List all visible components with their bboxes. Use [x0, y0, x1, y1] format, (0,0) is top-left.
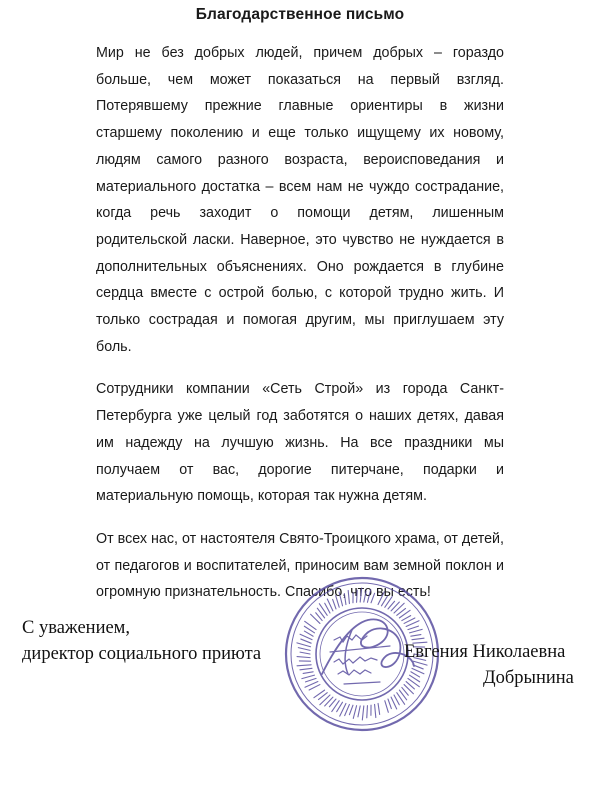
stamp-lettering-mark: [385, 701, 389, 713]
paragraph-2: Сотрудники компании «Сеть Строй» из города Санкт-Петербурга уже целый год заботятся о наших детях, давая им надежду на лучшую жизнь. На все праздники мы получаем от вас, дорогие питерчане, подарки и материальную помощь, которая так нужна детям.: [96, 381, 504, 505]
stamp-lettering-mark: [336, 596, 340, 608]
paragraph-1: Мир не без добрых людей, причем добрых – гораздо больше, чем может показаться на первый взгляд. Потерявшему прежние главные ориентиры в жизни старшему поколению и еще только ищущему их новому, людям самого разного возраста, вероисповедания и материального достатка – всем нам не чуждо сострадание, когда речь заходит о помощи детям, лишенным родительской ласки. Наверное, это чувство не нуждается в дополнительных объяснениях. Оно рождается в глубине сердца вместе с острой болью, с которой трудно жить. И только сострадая и помогая другим, мы приглушаем эту боль.: [96, 45, 504, 355]
signer-last-name: Добрынина: [483, 668, 574, 688]
stamp-lettering-mark: [339, 592, 342, 606]
stamp-lettering-mark: [408, 626, 419, 629]
stamp-lettering-mark: [298, 648, 310, 651]
stamp-lettering-mark: [345, 704, 350, 715]
stamp-lettering-mark: [411, 635, 421, 637]
stamp-lettering-mark: [388, 699, 391, 709]
stamp-lettering-mark: [297, 665, 311, 666]
stamp-lettering-mark: [364, 591, 366, 602]
stamp-lettering-mark: [333, 599, 336, 609]
stamp-lettering-mark: [306, 678, 317, 681]
stamp-lettering-mark: [301, 639, 311, 643]
closing-regards: С уважением,: [22, 618, 131, 638]
stamp-lettering-mark: [410, 629, 423, 632]
stamp-lettering-mark: [305, 621, 316, 629]
signer-first-name: Евгения Николаевна: [404, 642, 566, 662]
signer-position: директор социального приюта: [22, 644, 262, 664]
stamp-lettering-mark: [344, 594, 346, 605]
stamp-lettering-mark: [348, 590, 349, 603]
letter-body: [96, 40, 504, 606]
stamp-lettering-mark: [300, 652, 310, 654]
stamp-lettering-mark: [394, 603, 404, 613]
letter-title: Благодарственное письмо: [195, 6, 405, 23]
stamp-lettering-mark: [358, 706, 360, 717]
stamp-lettering-mark: [402, 616, 411, 621]
stamp-lettering-mark: [304, 631, 313, 636]
stamp-lettering-mark: [371, 593, 375, 602]
stamp-lettering-mark: [394, 695, 399, 705]
stamp-lettering-mark: [367, 590, 370, 603]
stamp-lettering-mark: [302, 675, 315, 678]
stamp-lettering-mark: [357, 590, 358, 602]
stamp-lettering-mark: [325, 603, 330, 613]
stamp-lettering-mark: [297, 657, 310, 658]
stamp-lettering-mark: [320, 695, 330, 705]
stamp-lettering-mark: [378, 703, 380, 714]
stamp-lettering-mark: [362, 706, 363, 720]
stamp-lettering-mark: [309, 685, 320, 690]
stamp-lettering-mark: [300, 668, 312, 669]
stamp-lettering-mark: [411, 672, 420, 677]
stamp-lettering-mark: [375, 704, 376, 717]
stamp-lettering-mark: [360, 588, 361, 602]
stamp-lettering-mark: [349, 705, 353, 714]
paragraph-3: От всех нас, от настоятеля Свято-Троицкого храма, от детей, от педагогов и воспитателей, приносим вам земной поклон и огромную признательность. Спасибо, что вы есть!: [96, 530, 504, 601]
stamp-lettering-mark: [353, 706, 356, 719]
stamp-lettering-mark: [367, 706, 368, 718]
stamp-lettering-mark: [408, 678, 419, 686]
stamp-lettering-mark: [297, 643, 311, 647]
stamp-lettering-mark: [303, 672, 313, 674]
